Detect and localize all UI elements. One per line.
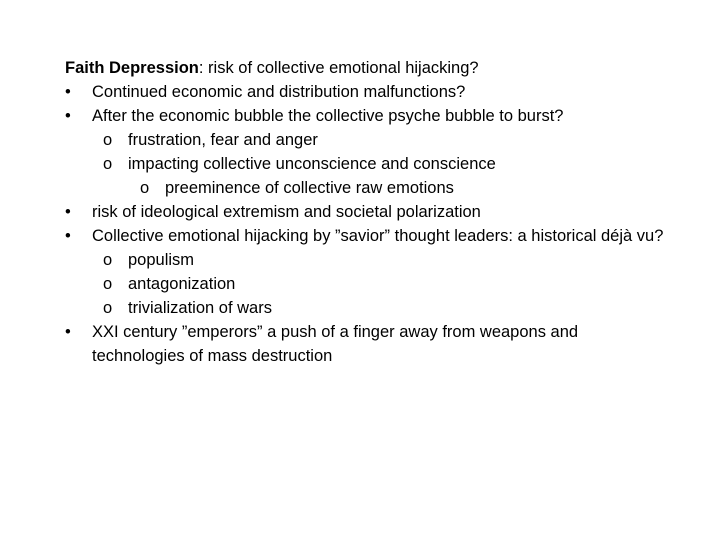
sub-bullet-text: antagonization bbox=[128, 275, 236, 293]
heading-line bbox=[65, 56, 665, 80]
bullet-text: XXI century ”emperors” a push of a finger away from weapons and technologies of mass destruction bbox=[92, 323, 579, 365]
sub-bullet-list bbox=[92, 128, 665, 200]
sub-bullet-item bbox=[103, 128, 665, 152]
heading-rest: : risk of collective emotional hijacking? bbox=[198, 59, 479, 77]
bullet-item bbox=[65, 80, 665, 104]
bullet-list bbox=[65, 80, 665, 368]
sub-sub-bullet-list bbox=[128, 176, 665, 200]
sub-bullet-text: impacting collective unconscience and conscience bbox=[128, 155, 496, 173]
sub-sub-bullet-text: preeminence of collective raw emotions bbox=[165, 179, 454, 197]
bullet-text: risk of ideological extremism and societal polarization bbox=[92, 203, 481, 221]
sub-bullet-item bbox=[103, 152, 665, 200]
sub-bullet-list bbox=[92, 248, 665, 320]
bullet-item bbox=[65, 200, 665, 224]
bullet-item bbox=[65, 320, 665, 368]
bullet-item bbox=[65, 224, 665, 320]
bullet-item bbox=[65, 104, 665, 200]
sub-sub-bullet-item bbox=[140, 176, 665, 200]
bullet-text: Continued economic and distribution malfunctions? bbox=[92, 83, 466, 101]
sub-bullet-item bbox=[103, 248, 665, 272]
slide-content bbox=[65, 56, 665, 368]
sub-bullet-text: populism bbox=[128, 251, 195, 269]
sub-bullet-item bbox=[103, 272, 665, 296]
bullet-text: Collective emotional hijacking by ”savior” thought leaders: a historical déjà vu? bbox=[92, 227, 664, 245]
bullet-text: After the economic bubble the collective psyche bubble to burst? bbox=[92, 107, 564, 125]
sub-bullet-item bbox=[103, 296, 665, 320]
sub-bullet-text: trivialization of wars bbox=[128, 299, 272, 317]
heading-bold: Faith Depression bbox=[65, 59, 199, 77]
sub-bullet-text: frustration, fear and anger bbox=[128, 131, 318, 149]
